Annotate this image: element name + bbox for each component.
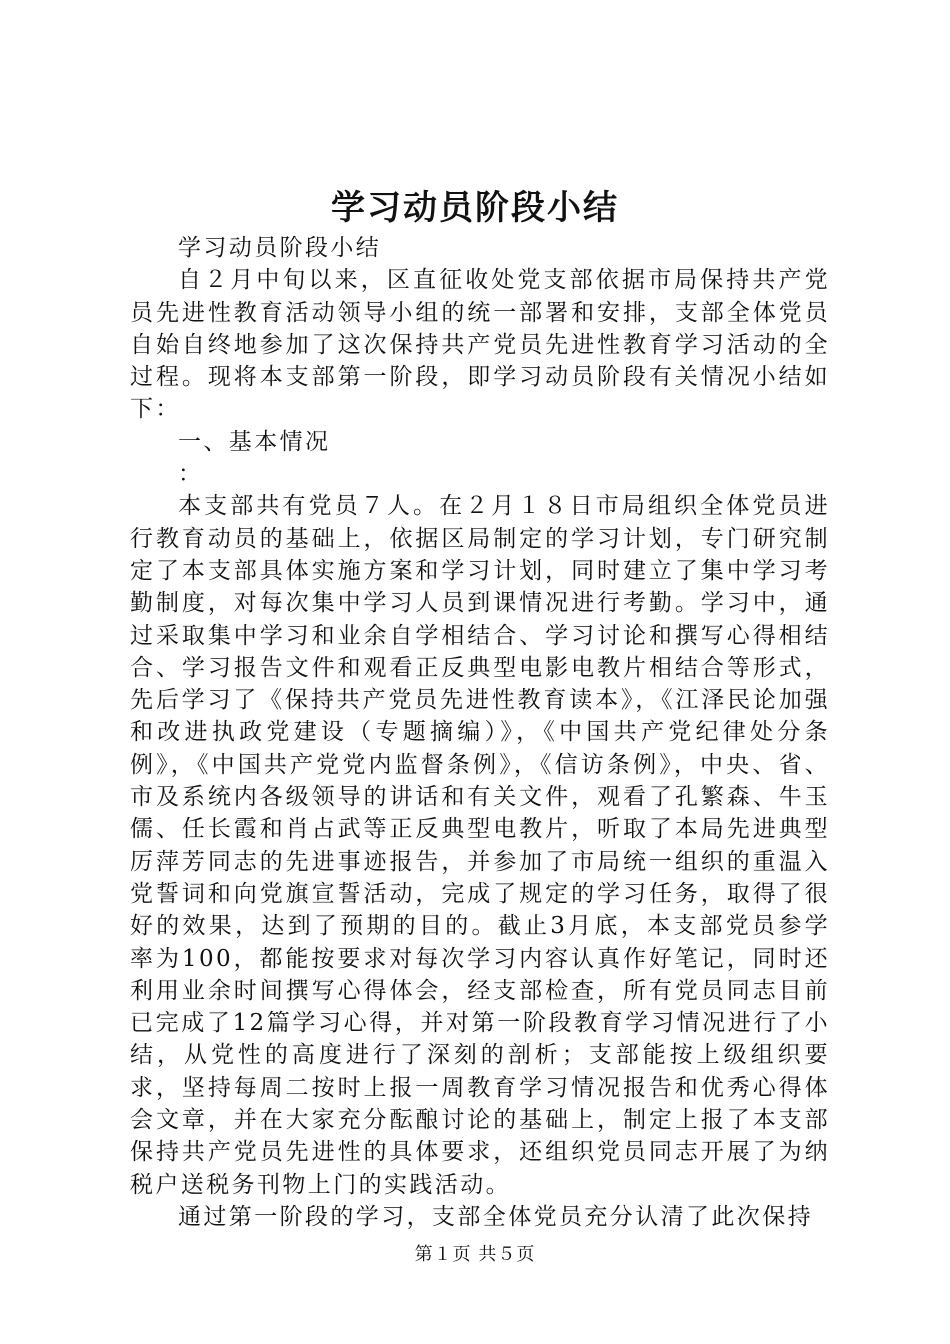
- colon-line: ：: [178, 461, 204, 488]
- section-heading-basic-situation: 一、基本情况: [178, 428, 331, 455]
- subtitle-paragraph: 学习动员阶段小结: [178, 235, 382, 261]
- intro-paragraph: 自２月中旬以来，区直征收处党支部依据市局保持共产党员先进性教育活动领导小组的统一部署和安排，支部全体党员自始自终地参加了这次保持共产党员先进性教育学习活动的全过程。现将本支部第一阶段，即学习动员阶段有关情况小结如下：: [130, 267, 830, 423]
- summary-paragraph: 通过第一阶段的学习，支部全体党员充分认清了此次保持: [178, 1203, 813, 1230]
- basic-situation-paragraph: 本支部共有党员７人。在２月１８日市局组织全体党员进行教育动员的基础上，依据区局制定的学习计划，专门研究制定了本支部具体实施方案和学习计划，同时建立了集中学习考勤制度，对每次集中学习人员到课情况进行考勤。学习中，通过采取集中学习和业余自学相结合、学习讨论和撰写心得相结合、学习报告文件和观看正反典型电影电教片相结合等形式，先后学习了《保持共产党员先进性教育读本》，《江泽民论加强和改进执政党建设（专题摘编）》，《中国共产党纪律处分条例》，《中国共产党党内监督条例》，《信访条例》，中央、省、市及系统内各级领导的讲话和有关文件，观看了孔繁森、牛玉儒、任长霞和肖占武等正反典型电教片，听取了本局先进典型厉萍芳同志的先进事迹报告，并参加了市局统一组织的重温入党誓词和向党旗宣誓活动，完成了规定的学习任务，取得了很好的效果，达到了预期的目的。截止3月底，本支部党员参学率为100，都能按要求对每次学习内容认真作好笔记，同时还利用业余时间撰写心得体会，经支部检查，所有党员同志目前已完成了12篇学习心得，并对第一阶段教育学习情况进行了小结，从党性的高度进行了深刻的剖析；支部能按上级组织要求，坚持每周二按时上报一周教育学习情况报告和优秀心得体会文章，并在大家充分酝酿讨论的基础上，制定上报了本支部保持共产党员先进性的具体要求，还组织党员同志开展了为纳税户送税务刊物上门的实践活动。: [130, 493, 830, 1198]
- page-number-footer: 第１页 共５页: [414, 1244, 536, 1265]
- document-body: [130, 232, 830, 1233]
- document-title: 学习动员阶段小结: [331, 188, 619, 228]
